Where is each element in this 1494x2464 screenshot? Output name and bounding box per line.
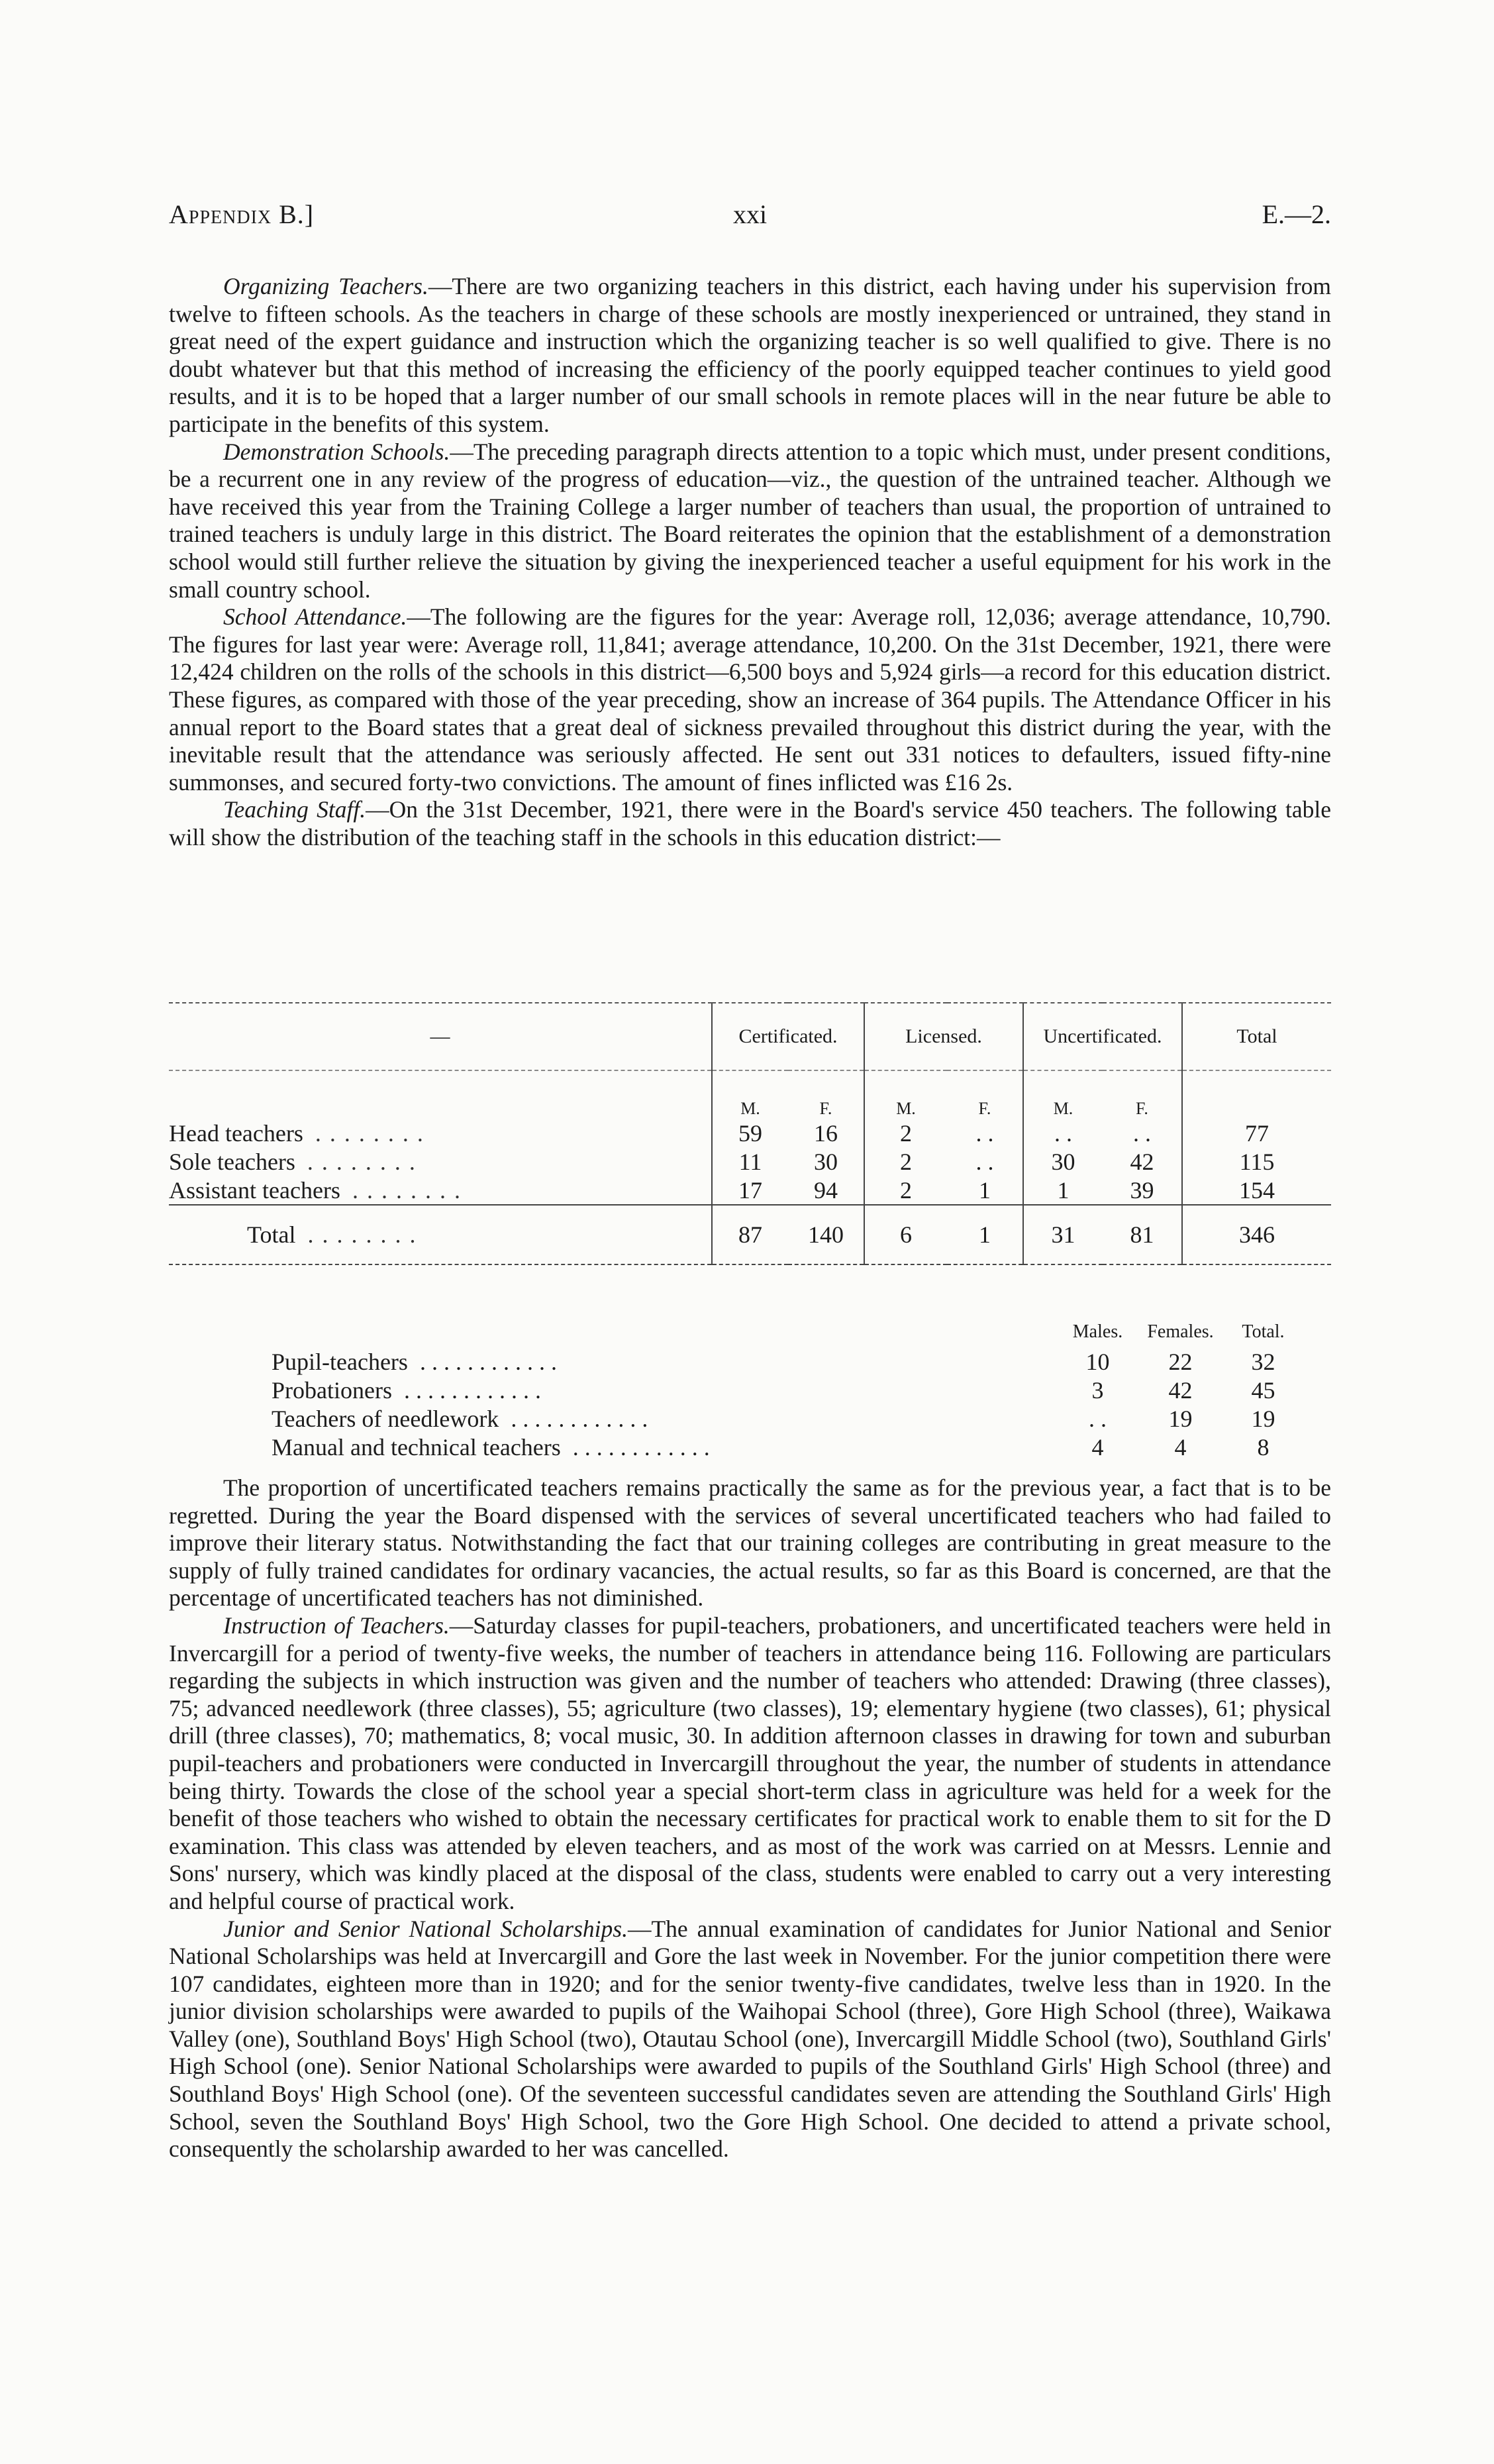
- cell: 45: [1251, 1376, 1275, 1404]
- paragraph-uncertificated: [169, 1474, 1331, 1612]
- paragraph-text: The proportion of uncertificated teachers remains practically the same as for the previous year, a fact that is to be regretted. During the year the Board dispensed with the services of several uncertificated teachers who had failed to improve their literary status. Notwithstanding the fact that our training colleges are contributing in great measure to the supply of fully trained candidates for ordinary vacancies, the actual results, so far as this Board is concerned, are that the percentage of uncertificated teachers has not diminished.: [169, 1474, 1331, 1612]
- teaching-staff-table: [169, 1002, 1331, 1265]
- paragraph-demonstration-schools: [169, 438, 1331, 604]
- cell: 19: [1251, 1405, 1275, 1432]
- row-label: Pupil-teachers: [272, 1348, 408, 1375]
- leader-dots: . . . . . . . . . . . .: [419, 1348, 557, 1375]
- table-row: [169, 1176, 1331, 1205]
- cell: 17: [712, 1176, 788, 1205]
- cell: 2: [864, 1147, 947, 1176]
- table-header-row: [169, 1003, 1331, 1070]
- cell: 94: [814, 1176, 838, 1204]
- row-label: Head teachers: [169, 1119, 303, 1147]
- paragraph-heading: Demonstration Schools.: [223, 438, 450, 465]
- paragraph-text: —The following are the figures for the year: Average roll, 12,036; average attendance, 10,790. The figures for last year were: Average roll, 11,841; average attendance, 10,200. On the 31st December, 1921, there were 12,424 children on the rolls of the schools in this district—6,500 boys and 5,924 girls—a record for this education district. These figures, as compared with those of the year preceding, show an increase of 364 pupils. The Attendance Officer in his annual report to the Board states that a great deal of sickness prevailed throughout this district during the year, with the inevitable result that the attendance was seriously affected. He sent out 331 notices to defaulters, issued fifty-nine summonses, and secured forty-two convictions. The amount of fines inflicted was £16 2s.: [169, 603, 1331, 796]
- cell: 140: [788, 1205, 864, 1264]
- row-label: Sole teachers: [169, 1148, 295, 1175]
- cell: 11: [712, 1147, 788, 1176]
- paragraph-text: —On the 31st December, 1921, there were in the Board's service 450 teachers. The following table will show the distribution of the teaching staff in the schools in this education district:—: [169, 796, 1331, 850]
- cell: 22: [1168, 1348, 1193, 1375]
- table-subheader-row: [169, 1071, 1331, 1119]
- paragraph-text: —There are two organizing teachers in this district, each having under his supervision from twelve to fifteen schools. As the teachers in charge of these schools are mostly inexperienced or untrained, they stand in great need of the expert guidance and instruction which the organizing teacher is so well qualified to give. There is no doubt whatever but that this method of increasing the efficiency of the poorly equipped teacher continues to yield good results, and it is to be hoped that a larger number of our small schools in remote places will in the near future be able to participate in the benefits of this system.: [169, 273, 1332, 437]
- cell: 346: [1182, 1205, 1331, 1264]
- paragraph-text: —The preceding paragraph directs attention to a topic which must, under present conditions, be a recurrent one in any review of the progress of education—viz., the question of the untrained teacher. Although we have received this year from the Training College a larger number of teachers than usual, the proportion of untrained to trained teachers is unduly large in this district. The Board reiterates the opinion that the establishment of a demonstration school would still further relieve the situation by giving the inexperienced teacher a useful equipment for his work in the small country school.: [169, 438, 1331, 603]
- cell: . .: [975, 1119, 994, 1147]
- col-group-licensed: Licensed.: [864, 1003, 1023, 1070]
- leader-dots: . . . . . . . .: [315, 1119, 424, 1147]
- header-report-code: E.—2.: [1262, 199, 1331, 229]
- col-header-total: Total.: [1242, 1321, 1285, 1342]
- cell: 19: [1168, 1405, 1193, 1432]
- col-group-certificated: Certificated.: [712, 1003, 864, 1070]
- cell: 1: [979, 1176, 991, 1204]
- col-group-total: Total: [1182, 1003, 1331, 1070]
- leader-dots: . . . . . . . . . . . .: [403, 1376, 541, 1404]
- cell: 115: [1182, 1147, 1331, 1176]
- row-label: Total: [247, 1221, 296, 1248]
- cell: 87: [712, 1205, 788, 1264]
- col-group-uncertificated: Uncertificated.: [1023, 1003, 1182, 1070]
- table-row: [169, 1119, 1331, 1147]
- cell: 59: [712, 1119, 788, 1147]
- cell: 10: [1085, 1348, 1110, 1375]
- cell: . .: [1023, 1119, 1103, 1147]
- row-label: Teachers of needlework: [272, 1405, 499, 1432]
- pupil-teachers-table: [272, 1317, 1305, 1461]
- header-page-number: xxi: [732, 199, 768, 229]
- cell: 16: [814, 1119, 838, 1147]
- sub-header: F.: [819, 1099, 832, 1118]
- cell: 1: [1023, 1176, 1103, 1205]
- table-row: [272, 1347, 1305, 1376]
- paragraph-text: —Saturday classes for pupil-teachers, probationers, and uncertificated teachers were held in Invercargill for a period of twenty-five weeks, the number of teachers in attendance being 116. Following are particulars regarding the subjects in which instruction was given and the number of teachers who attended: Drawing (three classes), 75; advanced needlework (three classes), 55; agriculture (two classes), 19; elementary hygiene (two classes), 61; physical drill (three classes), 70; mathematics, 8; vocal music, 30. In addition afternoon classes in drawing for town and suburban pupil-teachers and probationers were conducted in Invercargill throughout the year, the number of students in attendance being thirty. Towards the close of the school year a special short-term class in agriculture was held for a week for the benefit of those teachers who wished to obtain the necessary certificates for practical work to enable them to sit for the D examination. This class was attended by eleven teachers, and as most of the work was carried on at Messrs. Lennie and Sons' nursery, which was kindly placed at the disposal of the class, students were enabled to carry out a very interesting and helpful course of practical work.: [169, 1612, 1331, 1914]
- cell: 77: [1182, 1119, 1331, 1147]
- body-text-bottom: [169, 1474, 1331, 2163]
- sub-header: M.: [712, 1071, 788, 1119]
- row-label: Probationers: [272, 1376, 392, 1404]
- cell: 30: [814, 1148, 838, 1175]
- leader-dots: . . . . . . . . . . . .: [511, 1405, 648, 1432]
- table-row: [272, 1376, 1305, 1404]
- paragraph-heading: Teaching Staff.: [223, 796, 366, 823]
- cell: 2: [864, 1119, 947, 1147]
- sub-header: F.: [978, 1099, 991, 1118]
- paragraph-scholarships: [169, 1916, 1331, 2163]
- table-row: [272, 1404, 1305, 1433]
- paragraph-school-attendance: [169, 603, 1331, 796]
- leader-dots: . . . . . . . .: [352, 1176, 462, 1204]
- leader-dots: . . . . . . . .: [307, 1148, 417, 1175]
- paragraph-heading: Organizing Teachers.: [223, 273, 428, 299]
- col-header-males: Males.: [1072, 1321, 1123, 1342]
- cell: . .: [1133, 1119, 1151, 1147]
- cell: 39: [1130, 1176, 1154, 1204]
- cell: 6: [864, 1205, 947, 1264]
- table-corner: —: [430, 1025, 450, 1047]
- sub-header: M.: [864, 1071, 947, 1119]
- cell: . .: [975, 1148, 994, 1175]
- leader-dots: . . . . . . . . . . . .: [572, 1433, 710, 1461]
- cell: 81: [1103, 1205, 1182, 1264]
- cell: 30: [1023, 1147, 1103, 1176]
- paragraph-instruction-of-teachers: [169, 1612, 1331, 1916]
- row-label: Manual and technical teachers: [272, 1433, 561, 1461]
- cell: 8: [1257, 1433, 1270, 1461]
- cell: 1: [947, 1205, 1023, 1264]
- cell: 4: [1174, 1433, 1187, 1461]
- table-header-row: [272, 1317, 1305, 1347]
- paragraph-heading: Junior and Senior National Scholarships.: [223, 1915, 628, 1942]
- cell: 32: [1251, 1348, 1275, 1375]
- cell: 3: [1091, 1376, 1104, 1404]
- paragraph-heading: School Attendance.: [223, 603, 407, 631]
- cell: 31: [1023, 1205, 1103, 1264]
- table-total-row: [169, 1205, 1331, 1264]
- paragraph-text: —The annual examination of candidates for Junior National and Senior National Scholarships was held at Invercargill and Gore the last week in November. For the junior competition there were 107 candidates, eighteen more than in 1920; and for the senior twenty-five candidates, twelve less than in 1920. In the junior division scholarships were awarded to pupils of the Waihopai School (three), Gore High School (three), Waikawa Valley (one), Southland Boys' High School (two), Otautau School (one), Invercargill Middle School (two), Southland Girls' High School (one). Senior National Scholarships were awarded to pupils of the Southland Girls' High School (three) and Southland Boys' High School (one). Of the seventeen successful candidates seven are attending the Southland Girls' High School, seven the Southland Boys' High School, two the Gore High School. One decided to attend a private school, consequently the scholarship awarded to her was cancelled.: [169, 1915, 1331, 2163]
- paragraph-heading: Instruction of Teachers.: [223, 1612, 450, 1639]
- table-row: [272, 1433, 1305, 1461]
- sub-header: M.: [1023, 1071, 1103, 1119]
- cell: 154: [1182, 1176, 1331, 1205]
- leader-dots: . . . . . . . .: [307, 1221, 417, 1248]
- cell: 4: [1091, 1433, 1104, 1461]
- col-header-females: Females.: [1147, 1321, 1214, 1342]
- table-row: [169, 1147, 1331, 1176]
- cell: 42: [1130, 1148, 1154, 1175]
- row-label: Assistant teachers: [169, 1176, 340, 1204]
- cell: 42: [1168, 1376, 1193, 1404]
- header-appendix: Appendix B.]: [169, 199, 315, 229]
- cell: 2: [864, 1176, 947, 1205]
- body-text-top: [169, 273, 1331, 851]
- cell: . .: [1089, 1405, 1107, 1432]
- page-header: [169, 199, 1331, 245]
- paragraph-teaching-staff: [169, 796, 1331, 851]
- sub-header: F.: [1136, 1099, 1148, 1118]
- paragraph-organizing-teachers: [169, 273, 1331, 438]
